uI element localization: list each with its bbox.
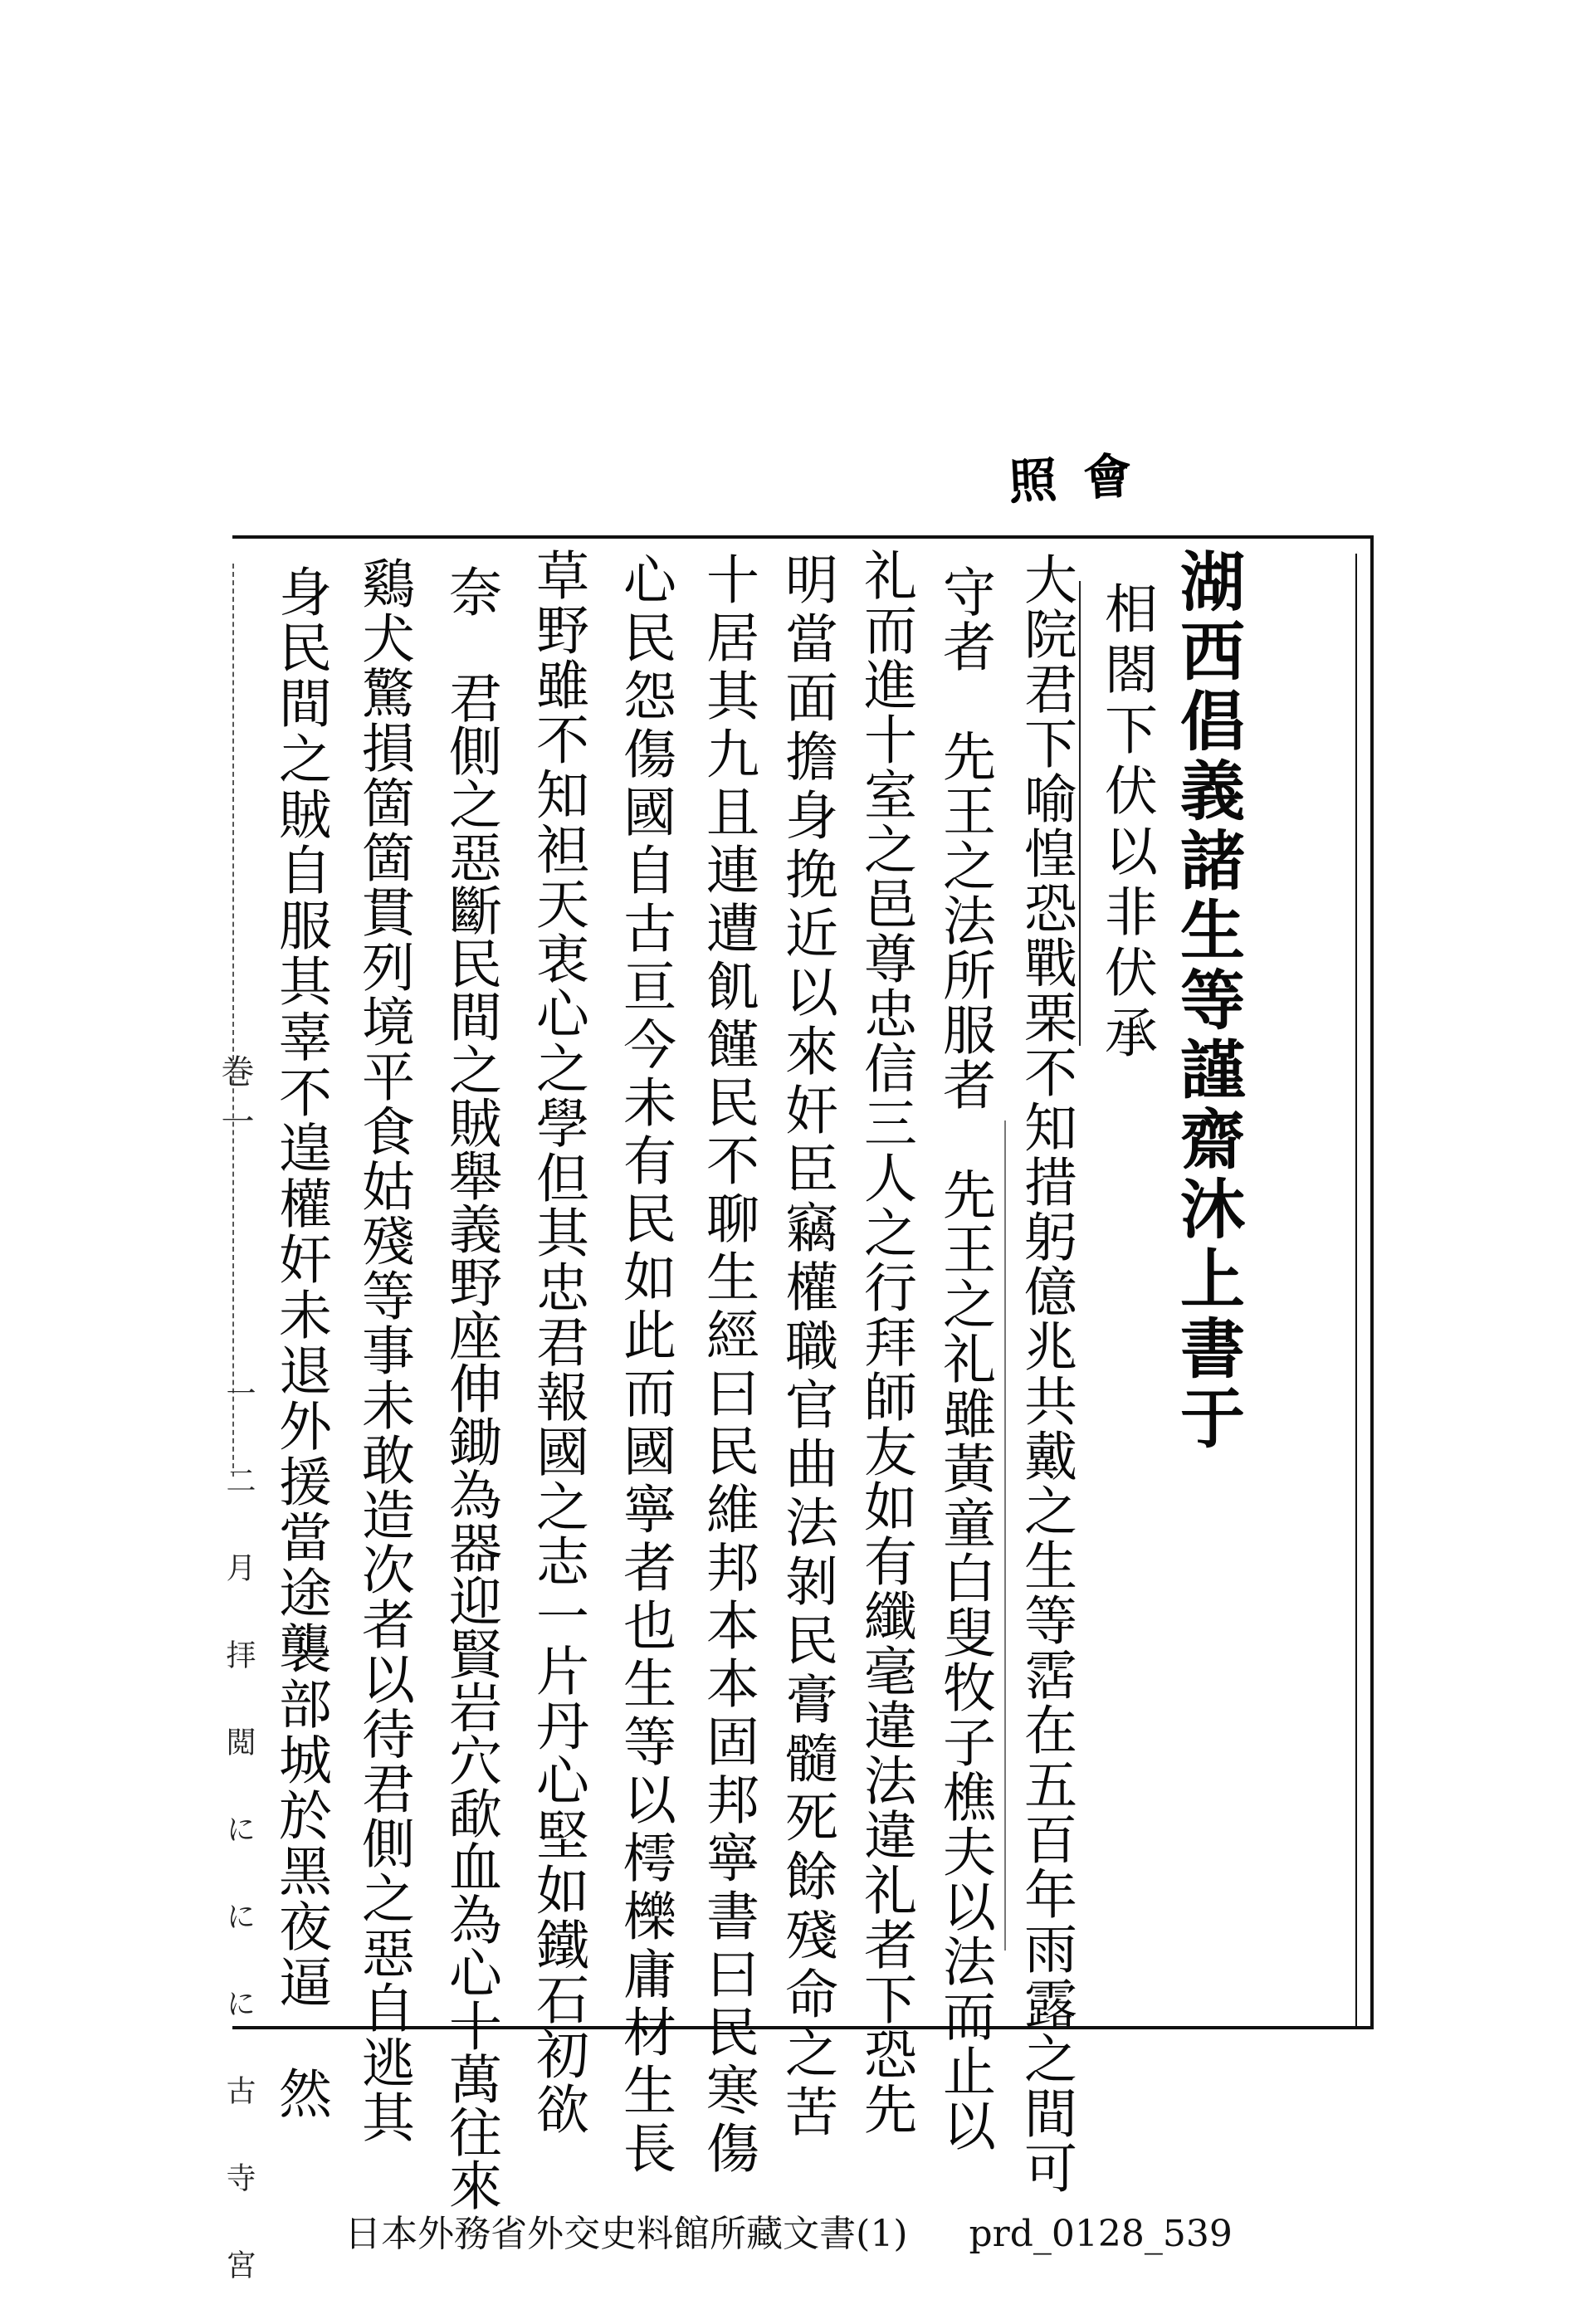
text-column-5: 礼而進十室之邑尊忠信三人之行拜師友如有纖毫違法違礼者下恐先 xyxy=(855,548,916,2136)
margin-note-bottom: 一 二 月 拝 閲 に に に 古 寺 宮 xyxy=(222,1378,256,2291)
text-column-4: 守者 先王之法所服者 先王之礼雖黃童白叟牧子樵夫以法而止以 xyxy=(934,564,995,2153)
margin-note-top: 巻一 xyxy=(216,1054,254,1154)
text-column-10: 奈 君側之惡斷民間之賊舉義野座伸鋤為器迎賢岩穴歃血為心十萬往來 xyxy=(440,564,501,2211)
footer-id: prd_0128_539 xyxy=(969,2213,1233,2255)
text-column-9: 草野雖不知袒天衷心之學但其忠君報國之志一片丹心堅如鐵石初欲 xyxy=(527,548,588,2136)
text-column-7: 十居其九且連遭飢饉民不聊生經曰民維邦本本固邦寧書曰民寒傷 xyxy=(697,552,759,2179)
text-column-6: 明當面擔身挽近以來奸臣竊權職官曲法剝民膏髓死餘殘命之苦 xyxy=(776,552,837,2143)
text-column-12: 身民間之賊自服其辜不遑權奸未退外援當途襲部城於黑夜逼 然 xyxy=(270,564,331,2121)
footer-source: 日本外務省外交史料館所藏文書(1) xyxy=(344,2213,908,2255)
column-rule xyxy=(1079,581,1081,1046)
page-footer xyxy=(0,2204,1577,2257)
text-column-1: 湖西倡義諸生等謹齋沐上書于 xyxy=(1169,548,1245,1454)
text-column-11: 鷄犬驚損箇箇貫列境平食姑殘等事未敢造次者以待君側之惡自逃其 xyxy=(353,556,414,2145)
text-column-2: 相閤下伏以非伏承 xyxy=(1096,581,1157,1066)
column-rule xyxy=(1004,1120,1006,1950)
stamp-mark: 照 會 xyxy=(1007,447,1139,510)
text-column-8: 心民怨傷國自古亘今未有民如此而國寧者也生等以樗櫟庸材生長 xyxy=(614,552,676,2179)
text-column-3: 大院君下喻惶恐戰栗不知措躬億兆共戴之生等霑在五百年雨露之間可 xyxy=(1015,552,1077,2195)
